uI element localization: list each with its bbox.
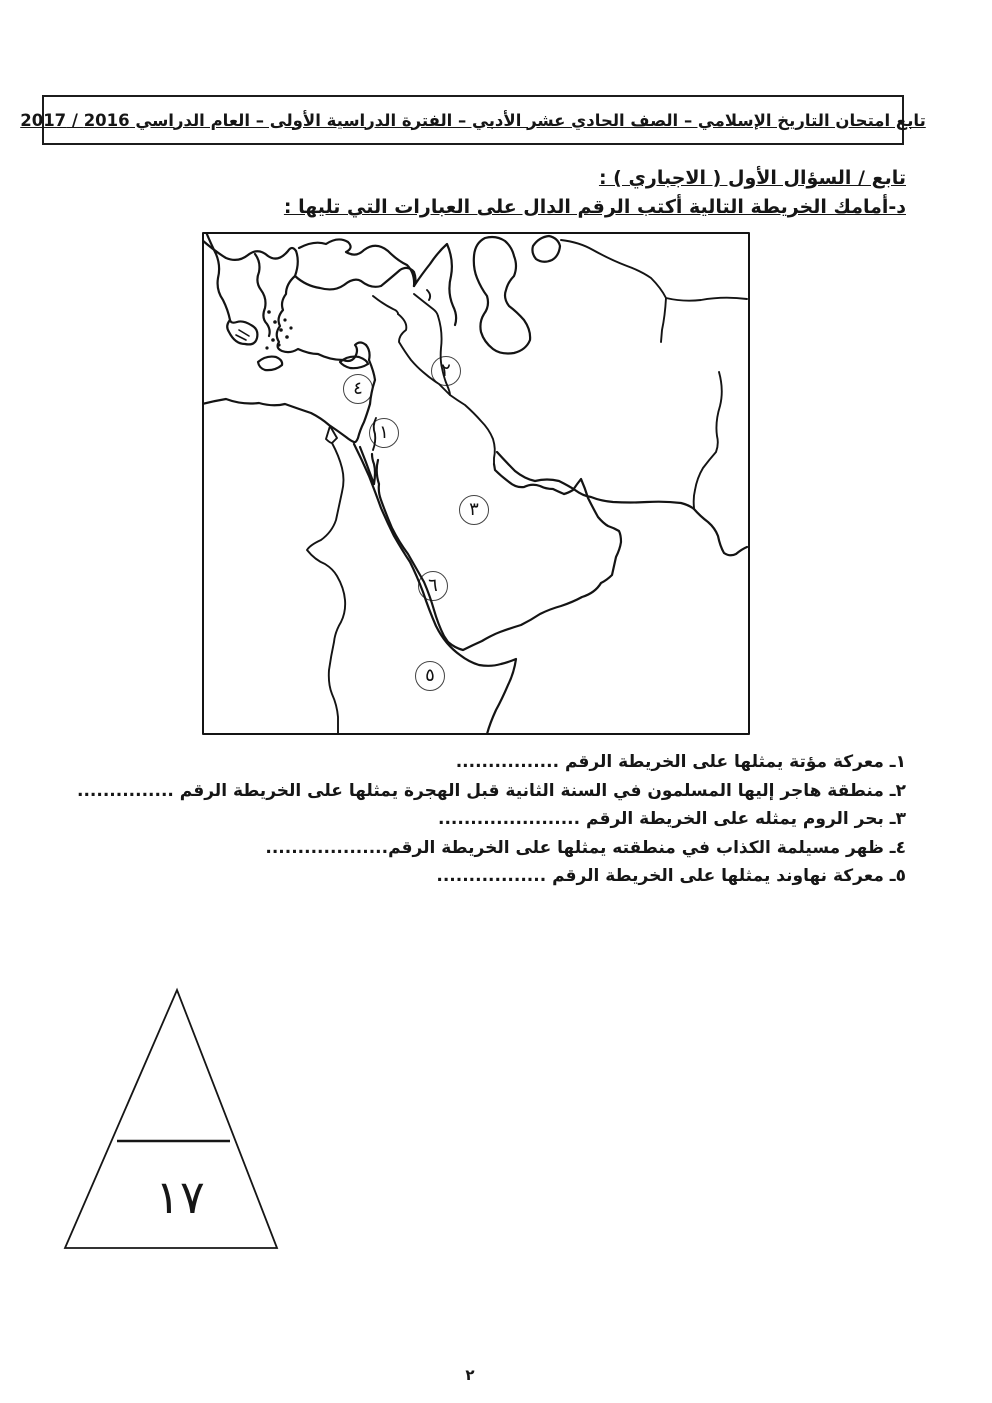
- exam-header-text: تابع امتحان التاريخ الإسلامي – الصف الحادي عشر الأدبي – الفترة الدراسية الأولى – العام الدراسي 2016 / 2017: [20, 110, 926, 130]
- question-line-1: ١ـ معركة مؤتة يمثلها على الخريطة الرقم ................: [455, 752, 906, 772]
- map-marker: ٦: [418, 571, 448, 601]
- middle-east-map: [202, 232, 750, 735]
- map-instruction: د-أمامك الخريطة التالية أكتب الرقم الدال على العبارات التي تليها :: [283, 196, 906, 218]
- score-value: ١٧: [155, 1170, 205, 1224]
- question-line-2: ٢ـ منطقة هاجر إليها المسلمون في السنة الثانية قبل الهجرة يمثلها على الخريطة الرقم ...............: [76, 780, 906, 801]
- question-list: [66, 748, 906, 891]
- question-line-4: ٤ـ ظهر مسيلمة الكذاب في منطقته يمثلها على الخريطة الرقم...................: [265, 837, 906, 858]
- exam-header-box: [20, 95, 926, 145]
- map-marker: ٥: [415, 661, 445, 691]
- page-number: ٢: [465, 1366, 475, 1384]
- question-line-5: ٥ـ معركة نهاوند يمثلها على الخريطة الرقم .................: [436, 866, 906, 887]
- question-line-3: ٣ـ بحر الروم يمثله على الخريطة الرقم ......................: [438, 809, 906, 830]
- map-number-markers: [202, 232, 750, 735]
- map-marker: ٤: [343, 374, 373, 404]
- map-marker: ١: [369, 418, 399, 448]
- map-marker: ٣: [459, 495, 489, 525]
- map-marker: ٢: [431, 356, 461, 386]
- score-triangle: [58, 983, 288, 1255]
- section-title: تابع / السؤال الأول ( الاجباري ) :: [598, 167, 906, 189]
